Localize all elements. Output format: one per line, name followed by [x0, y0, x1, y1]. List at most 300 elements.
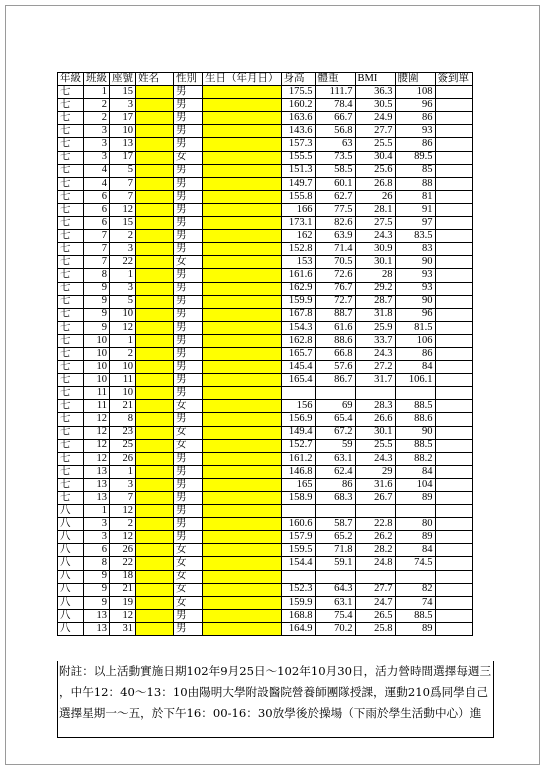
footnote-line: 選擇星期一～五，於下午16：00-16：30放學後於操場（下雨於學生活動中心）進: [59, 706, 482, 720]
signin-cell: [435, 505, 472, 518]
name-cell-redacted: [136, 439, 174, 452]
name-cell-redacted: [136, 518, 174, 531]
table-row: [58, 478, 473, 491]
gender-cell: 男: [174, 321, 203, 334]
bmi-cell: 30.9: [355, 243, 395, 256]
gender-cell: 女: [174, 544, 203, 557]
height-cell: 146.8: [281, 465, 315, 478]
table-row: [58, 217, 473, 230]
name-cell-redacted: [136, 492, 174, 505]
name-cell-redacted: [136, 86, 174, 99]
height-cell: 155.8: [281, 190, 315, 203]
seat-cell: 10: [110, 125, 136, 138]
name-cell-redacted: [136, 164, 174, 177]
bmi-cell: 24.9: [355, 112, 395, 125]
gender-cell: 女: [174, 596, 203, 609]
class-cell: 1: [84, 505, 110, 518]
height-cell: 175.5: [281, 86, 315, 99]
bmi-cell: 28.3: [355, 400, 395, 413]
gender-cell: 男: [174, 138, 203, 151]
weight-cell: 56.8: [315, 125, 355, 138]
name-cell-redacted: [136, 256, 174, 269]
signin-cell: [435, 465, 472, 478]
table-body: [58, 86, 473, 636]
height-cell: [281, 505, 315, 518]
class-cell: 9: [84, 583, 110, 596]
waist-cell: 90: [395, 426, 435, 439]
name-cell-redacted: [136, 413, 174, 426]
waist-cell: 93: [395, 125, 435, 138]
birthday-cell-redacted: [203, 492, 282, 505]
seat-cell: 22: [110, 256, 136, 269]
gender-cell: 男: [174, 230, 203, 243]
gender-cell: 男: [174, 86, 203, 99]
grade-cell: 七: [58, 334, 84, 347]
bmi-cell: 25.5: [355, 439, 395, 452]
weight-cell: [315, 387, 355, 400]
grade-cell: 七: [58, 138, 84, 151]
weight-cell: 86.7: [315, 374, 355, 387]
table-row: [58, 190, 473, 203]
height-cell: 162.9: [281, 282, 315, 295]
table-row: [58, 609, 473, 622]
class-cell: 9: [84, 570, 110, 583]
bmi-cell: 27.7: [355, 125, 395, 138]
signin-cell: [435, 439, 472, 452]
table-row: [58, 439, 473, 452]
bmi-cell: 24.3: [355, 452, 395, 465]
seat-cell: 15: [110, 217, 136, 230]
signin-cell: [435, 217, 472, 230]
grade-cell: 七: [58, 99, 84, 112]
birthday-cell-redacted: [203, 347, 282, 360]
seat-cell: 18: [110, 570, 136, 583]
seat-cell: 1: [110, 334, 136, 347]
seat-cell: 2: [110, 518, 136, 531]
grade-cell: 七: [58, 125, 84, 138]
height-cell: 173.1: [281, 217, 315, 230]
birthday-cell-redacted: [203, 334, 282, 347]
bmi-cell: 28.1: [355, 203, 395, 216]
weight-cell: [315, 570, 355, 583]
signin-cell: [435, 413, 472, 426]
table-row: [58, 400, 473, 413]
bmi-cell: 30.1: [355, 256, 395, 269]
bmi-cell: 26.8: [355, 177, 395, 190]
gender-cell: 男: [174, 465, 203, 478]
seat-cell: 21: [110, 400, 136, 413]
birthday-cell-redacted: [203, 295, 282, 308]
height-cell: 152.8: [281, 243, 315, 256]
class-cell: 3: [84, 125, 110, 138]
name-cell-redacted: [136, 426, 174, 439]
name-cell-redacted: [136, 505, 174, 518]
name-cell-redacted: [136, 387, 174, 400]
weight-cell: 64.3: [315, 583, 355, 596]
header-grade: 年級: [58, 73, 84, 86]
bmi-cell: 30.5: [355, 99, 395, 112]
seat-cell: 12: [110, 505, 136, 518]
class-cell: 7: [84, 230, 110, 243]
birthday-cell-redacted: [203, 557, 282, 570]
weight-cell: [315, 505, 355, 518]
birthday-cell-redacted: [203, 531, 282, 544]
class-cell: 3: [84, 531, 110, 544]
weight-cell: 63.1: [315, 596, 355, 609]
gender-cell: 男: [174, 308, 203, 321]
waist-cell: 89: [395, 492, 435, 505]
height-cell: 165.7: [281, 347, 315, 360]
birthday-cell-redacted: [203, 544, 282, 557]
waist-cell: 74: [395, 596, 435, 609]
waist-cell: 88.5: [395, 439, 435, 452]
grade-cell: 七: [58, 164, 84, 177]
birthday-cell-redacted: [203, 439, 282, 452]
name-cell-redacted: [136, 308, 174, 321]
height-cell: 163.6: [281, 112, 315, 125]
signin-cell: [435, 518, 472, 531]
waist-cell: 82: [395, 583, 435, 596]
seat-cell: 12: [110, 321, 136, 334]
waist-cell: 96: [395, 308, 435, 321]
table-row: [58, 334, 473, 347]
gender-cell: 男: [174, 492, 203, 505]
name-cell-redacted: [136, 609, 174, 622]
grade-cell: 七: [58, 112, 84, 125]
table-row: [58, 557, 473, 570]
seat-cell: 26: [110, 452, 136, 465]
grade-cell: 七: [58, 308, 84, 321]
birthday-cell-redacted: [203, 505, 282, 518]
gender-cell: 男: [174, 217, 203, 230]
weight-cell: 71.4: [315, 243, 355, 256]
header-name: 姓名: [136, 73, 174, 86]
grade-cell: 八: [58, 544, 84, 557]
birthday-cell-redacted: [203, 86, 282, 99]
birthday-cell-redacted: [203, 596, 282, 609]
seat-cell: 10: [110, 361, 136, 374]
grade-cell: 七: [58, 295, 84, 308]
height-cell: 149.7: [281, 177, 315, 190]
birthday-cell-redacted: [203, 413, 282, 426]
birthday-cell-redacted: [203, 99, 282, 112]
birthday-cell-redacted: [203, 478, 282, 491]
waist-cell: 84: [395, 361, 435, 374]
weight-cell: 73.5: [315, 151, 355, 164]
gender-cell: 男: [174, 269, 203, 282]
grade-cell: 八: [58, 557, 84, 570]
grade-cell: 七: [58, 413, 84, 426]
class-cell: 10: [84, 347, 110, 360]
birthday-cell-redacted: [203, 308, 282, 321]
bmi-cell: 29.2: [355, 282, 395, 295]
birthday-cell-redacted: [203, 138, 282, 151]
footnote-line: 附註：以上活動實施日期102年9月25日～102年10月30日，活力營時間選擇每週三: [59, 664, 492, 678]
header-signin: 簽到單: [435, 73, 472, 86]
gender-cell: 男: [174, 374, 203, 387]
waist-cell: 108: [395, 86, 435, 99]
seat-cell: 25: [110, 439, 136, 452]
waist-cell: 81: [395, 190, 435, 203]
bmi-cell: 27.5: [355, 217, 395, 230]
waist-cell: 74.5: [395, 557, 435, 570]
seat-cell: 31: [110, 622, 136, 635]
class-cell: 3: [84, 138, 110, 151]
signin-cell: [435, 190, 472, 203]
waist-cell: 84: [395, 465, 435, 478]
class-cell: 9: [84, 295, 110, 308]
birthday-cell-redacted: [203, 217, 282, 230]
height-cell: 159.9: [281, 295, 315, 308]
seat-cell: 26: [110, 544, 136, 557]
table-row: [58, 583, 473, 596]
height-cell: 162: [281, 230, 315, 243]
seat-cell: 2: [110, 347, 136, 360]
height-cell: 164.9: [281, 622, 315, 635]
signin-cell: [435, 99, 472, 112]
grade-cell: 七: [58, 361, 84, 374]
class-cell: 10: [84, 334, 110, 347]
name-cell-redacted: [136, 269, 174, 282]
birthday-cell-redacted: [203, 243, 282, 256]
signin-cell: [435, 492, 472, 505]
signin-cell: [435, 86, 472, 99]
name-cell-redacted: [136, 151, 174, 164]
gender-cell: 男: [174, 609, 203, 622]
seat-cell: 12: [110, 609, 136, 622]
table-row: [58, 452, 473, 465]
seat-cell: 22: [110, 557, 136, 570]
table-row: [58, 203, 473, 216]
weight-cell: 71.8: [315, 544, 355, 557]
weight-cell: 68.3: [315, 492, 355, 505]
name-cell-redacted: [136, 374, 174, 387]
table-row: [58, 596, 473, 609]
class-cell: 6: [84, 217, 110, 230]
seat-cell: 12: [110, 531, 136, 544]
signin-cell: [435, 282, 472, 295]
gender-cell: 男: [174, 505, 203, 518]
gender-cell: 男: [174, 177, 203, 190]
height-cell: 160.6: [281, 518, 315, 531]
seat-cell: 10: [110, 308, 136, 321]
weight-cell: 57.6: [315, 361, 355, 374]
bmi-cell: 22.8: [355, 518, 395, 531]
gender-cell: 女: [174, 439, 203, 452]
gender-cell: 男: [174, 203, 203, 216]
name-cell-redacted: [136, 622, 174, 635]
grade-cell: 七: [58, 492, 84, 505]
table-row: [58, 426, 473, 439]
weight-cell: 111.7: [315, 86, 355, 99]
class-cell: 9: [84, 596, 110, 609]
signin-cell: [435, 112, 472, 125]
weight-cell: 66.7: [315, 112, 355, 125]
grade-cell: 七: [58, 347, 84, 360]
table-row: [58, 230, 473, 243]
seat-cell: 23: [110, 426, 136, 439]
table-row: [58, 361, 473, 374]
class-cell: 6: [84, 203, 110, 216]
signin-cell: [435, 570, 472, 583]
gender-cell: 男: [174, 295, 203, 308]
birthday-cell-redacted: [203, 269, 282, 282]
birthday-cell-redacted: [203, 465, 282, 478]
bmi-cell: 28.2: [355, 544, 395, 557]
header-birthday: 生日（年月日）: [203, 73, 282, 86]
gender-cell: 女: [174, 256, 203, 269]
gender-cell: 女: [174, 400, 203, 413]
grade-cell: 七: [58, 203, 84, 216]
birthday-cell-redacted: [203, 203, 282, 216]
height-cell: [281, 387, 315, 400]
bmi-cell: 29: [355, 465, 395, 478]
seat-cell: 5: [110, 295, 136, 308]
seat-cell: 21: [110, 583, 136, 596]
grade-cell: 七: [58, 256, 84, 269]
table-row: [58, 282, 473, 295]
header-bmi: BMI: [355, 73, 395, 86]
class-cell: 13: [84, 492, 110, 505]
height-cell: 152.7: [281, 439, 315, 452]
header-height: 身高: [281, 73, 315, 86]
waist-cell: 97: [395, 217, 435, 230]
table-row: [58, 321, 473, 334]
bmi-cell: 28.7: [355, 295, 395, 308]
gender-cell: 男: [174, 478, 203, 491]
waist-cell: [395, 505, 435, 518]
grade-cell: 七: [58, 439, 84, 452]
class-cell: 12: [84, 426, 110, 439]
signin-cell: [435, 544, 472, 557]
gender-cell: 女: [174, 570, 203, 583]
gender-cell: 男: [174, 531, 203, 544]
weight-cell: 62.7: [315, 190, 355, 203]
name-cell-redacted: [136, 138, 174, 151]
birthday-cell-redacted: [203, 387, 282, 400]
birthday-cell-redacted: [203, 361, 282, 374]
name-cell-redacted: [136, 334, 174, 347]
grade-cell: 八: [58, 622, 84, 635]
weight-cell: 63.1: [315, 452, 355, 465]
height-cell: 162.8: [281, 334, 315, 347]
table-row: [58, 531, 473, 544]
table-row: [58, 387, 473, 400]
signin-cell: [435, 243, 472, 256]
class-cell: 10: [84, 361, 110, 374]
weight-cell: 75.4: [315, 609, 355, 622]
table-row: [58, 112, 473, 125]
signin-cell: [435, 426, 472, 439]
birthday-cell-redacted: [203, 256, 282, 269]
weight-cell: 86: [315, 478, 355, 491]
bmi-cell: 24.8: [355, 557, 395, 570]
name-cell-redacted: [136, 230, 174, 243]
class-cell: 9: [84, 321, 110, 334]
seat-cell: 17: [110, 112, 136, 125]
header-row: [58, 73, 473, 86]
table-row: [58, 492, 473, 505]
height-cell: 165: [281, 478, 315, 491]
table-row: [58, 295, 473, 308]
signin-cell: [435, 400, 472, 413]
header-gender: 性別: [174, 73, 203, 86]
signin-cell: [435, 596, 472, 609]
table-row: [58, 544, 473, 557]
waist-cell: 89: [395, 531, 435, 544]
gender-cell: 男: [174, 518, 203, 531]
grade-cell: 七: [58, 282, 84, 295]
grade-cell: 七: [58, 387, 84, 400]
seat-cell: 3: [110, 282, 136, 295]
birthday-cell-redacted: [203, 609, 282, 622]
bmi-cell: [355, 505, 395, 518]
bmi-cell: 25.9: [355, 321, 395, 334]
seat-cell: 11: [110, 374, 136, 387]
name-cell-redacted: [136, 203, 174, 216]
name-cell-redacted: [136, 583, 174, 596]
signin-cell: [435, 361, 472, 374]
seat-cell: 7: [110, 190, 136, 203]
bmi-cell: 25.6: [355, 164, 395, 177]
class-cell: 11: [84, 387, 110, 400]
weight-cell: 58.5: [315, 164, 355, 177]
class-cell: 6: [84, 544, 110, 557]
signin-cell: [435, 609, 472, 622]
grade-cell: 八: [58, 505, 84, 518]
birthday-cell-redacted: [203, 151, 282, 164]
bmi-cell: 26.2: [355, 531, 395, 544]
name-cell-redacted: [136, 596, 174, 609]
name-cell-redacted: [136, 361, 174, 374]
bmi-cell: 24.7: [355, 596, 395, 609]
height-cell: 157.3: [281, 138, 315, 151]
height-cell: 143.6: [281, 125, 315, 138]
grade-cell: 七: [58, 230, 84, 243]
gender-cell: 女: [174, 151, 203, 164]
class-cell: 8: [84, 269, 110, 282]
footnote: [57, 661, 494, 738]
class-cell: 3: [84, 518, 110, 531]
table-row: [58, 505, 473, 518]
waist-cell: 88.6: [395, 413, 435, 426]
birthday-cell-redacted: [203, 570, 282, 583]
birthday-cell-redacted: [203, 230, 282, 243]
signin-cell: [435, 452, 472, 465]
grade-cell: 七: [58, 269, 84, 282]
bmi-cell: 33.7: [355, 334, 395, 347]
name-cell-redacted: [136, 112, 174, 125]
bmi-cell: 30.4: [355, 151, 395, 164]
waist-cell: 88.2: [395, 452, 435, 465]
signin-cell: [435, 622, 472, 635]
signin-cell: [435, 374, 472, 387]
height-cell: 166: [281, 203, 315, 216]
seat-cell: 19: [110, 596, 136, 609]
seat-cell: 17: [110, 151, 136, 164]
weight-cell: 59.1: [315, 557, 355, 570]
weight-cell: 63: [315, 138, 355, 151]
birthday-cell-redacted: [203, 622, 282, 635]
bmi-cell: 25.8: [355, 622, 395, 635]
table-row: [58, 86, 473, 99]
waist-cell: 80: [395, 518, 435, 531]
signin-cell: [435, 478, 472, 491]
grade-cell: 七: [58, 374, 84, 387]
signin-cell: [435, 321, 472, 334]
signin-cell: [435, 138, 472, 151]
name-cell-redacted: [136, 177, 174, 190]
